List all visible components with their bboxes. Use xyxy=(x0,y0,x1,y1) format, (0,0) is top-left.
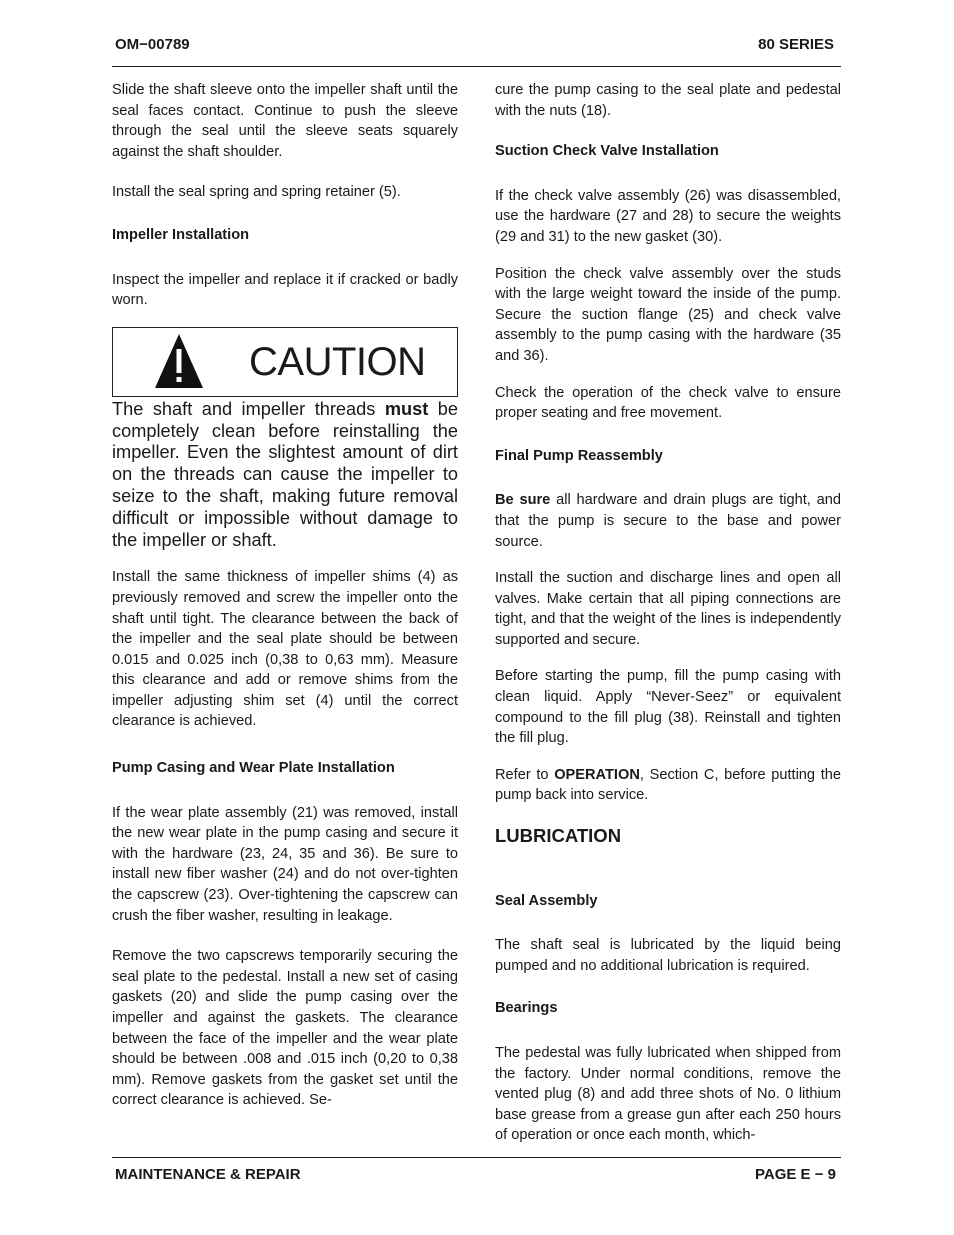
paragraph: Refer to OPERATION, Section C, before putting the pump back into service. xyxy=(495,766,841,804)
footer-section: MAINTENANCE & REPAIR xyxy=(115,1166,301,1183)
paragraph: Be sure all hardware and drain plugs are tight, and that the pump is secure to the base and power source. xyxy=(495,492,841,550)
section-heading-check-valve: Suction Check Valve Installation xyxy=(495,143,719,160)
paragraph: Install the seal spring and spring retainer (5). xyxy=(112,184,401,201)
right-column xyxy=(495,80,841,1162)
paragraph: Install the same thickness of impeller shims (4) as previously removed and screw the impeller onto the shaft until tight. The clearance between the back of the impeller and the seal plate should be between 0.015 and 0.025 inch (0,38 to 0,63 mm). Measure this clearance and add or remove shims from the impeller adjusting shim set (4) until the correct clearance is achieved. xyxy=(112,569,458,730)
section-heading-casing: Pump Casing and Wear Plate Installation xyxy=(112,760,395,777)
paragraph: Before starting the pump, fill the pump casing with clean liquid. Apply “Never-Seez” or equivalent compound to the fill plug (38). Reinstall and tighten the fill plug. xyxy=(495,668,841,747)
header-rule xyxy=(112,66,841,67)
paragraph: The shaft seal is lubricated by the liquid being pumped and no additional lubrication is required. xyxy=(495,937,841,974)
section-heading-lubrication: LUBRICATION xyxy=(495,825,622,847)
paragraph: Check the operation of the check valve to ensure proper seating and free movement. xyxy=(495,384,841,422)
paragraph: cure the pump casing to the seal plate and pedestal with the nuts (18). xyxy=(495,82,841,119)
section-heading-bearings: Bearings xyxy=(495,1000,558,1017)
section-heading-impeller: Impeller Installation xyxy=(112,226,250,243)
paragraph: The pedestal was fully lubricated when shipped from the factory. Under normal conditions, remove the vented plug (8) and add three shots of No. 0 lithium base grease from a grease gun after each 250 hours of operation or once each month, which- xyxy=(495,1045,841,1144)
section-heading-seal-assembly: Seal Assembly xyxy=(495,892,598,909)
left-column xyxy=(112,80,458,1127)
caution-title: CAUTION xyxy=(249,339,426,384)
caution-message: The shaft and impeller threads must be completely clean before reinstalling the impeller. Even the slightest amount of dirt on the threads can cause the impeller to seize to the shaft, making future removal difficult or impossible without damage to the impeller or shaft. xyxy=(112,398,458,550)
warning-triangle-icon xyxy=(153,332,205,390)
paragraph: If the wear plate assembly (21) was removed, install the new wear plate in the pump casing and secure it with the hardware (23, 24, 35 and 36). Be sure to install new fiber washer (24) and do not over-tighten the capscrew (23). Over-tightening the capscrew can crush the fiber washer, resulting in leakage. xyxy=(112,804,458,924)
section-heading-final-reassembly: Final Pump Reassembly xyxy=(495,447,663,464)
paragraph: Slide the shaft sleeve onto the impeller shaft until the seal faces contact. Continue to push the sleeve through the seal until the sleeve seats squarely against the shaft shoulder. xyxy=(112,82,458,160)
caution-box xyxy=(112,327,458,397)
footer-rule xyxy=(112,1157,841,1158)
paragraph: Remove the two capscrews temporarily securing the seal plate to the pedestal. Install a new set of casing gaskets (20) and slide the pump casing over the impeller and against the gaskets. The clearance between the face of the impeller and the wear plate should be between .008 and .015 inch (0,20 to 0,38 mm). Remove gaskets from the gasket set until the correct clearance is achieved. Se- xyxy=(112,948,458,1109)
paragraph: Install the suction and discharge lines and open all valves. Make certain that all piping connections are tight, and that the weight of the lines is independently supported and secure. xyxy=(495,570,841,648)
page-number: PAGE E − 9 xyxy=(754,1166,836,1183)
document-number: OM−00789 xyxy=(115,36,190,53)
paragraph: Position the check valve assembly over the studs with the large weight toward the inside of the pump. Secure the suction flange (25) and check valve assembly to the pump casing with the hardware (35 and 36). xyxy=(495,265,841,364)
series-label: 80 SERIES xyxy=(758,36,834,53)
paragraph: Inspect the impeller and replace it if cracked or badly worn. xyxy=(112,271,458,309)
paragraph: If the check valve assembly (26) was disassembled, use the hardware (27 and 28) to secure the weights (29 and 31) to the new gasket (30). xyxy=(495,187,841,245)
